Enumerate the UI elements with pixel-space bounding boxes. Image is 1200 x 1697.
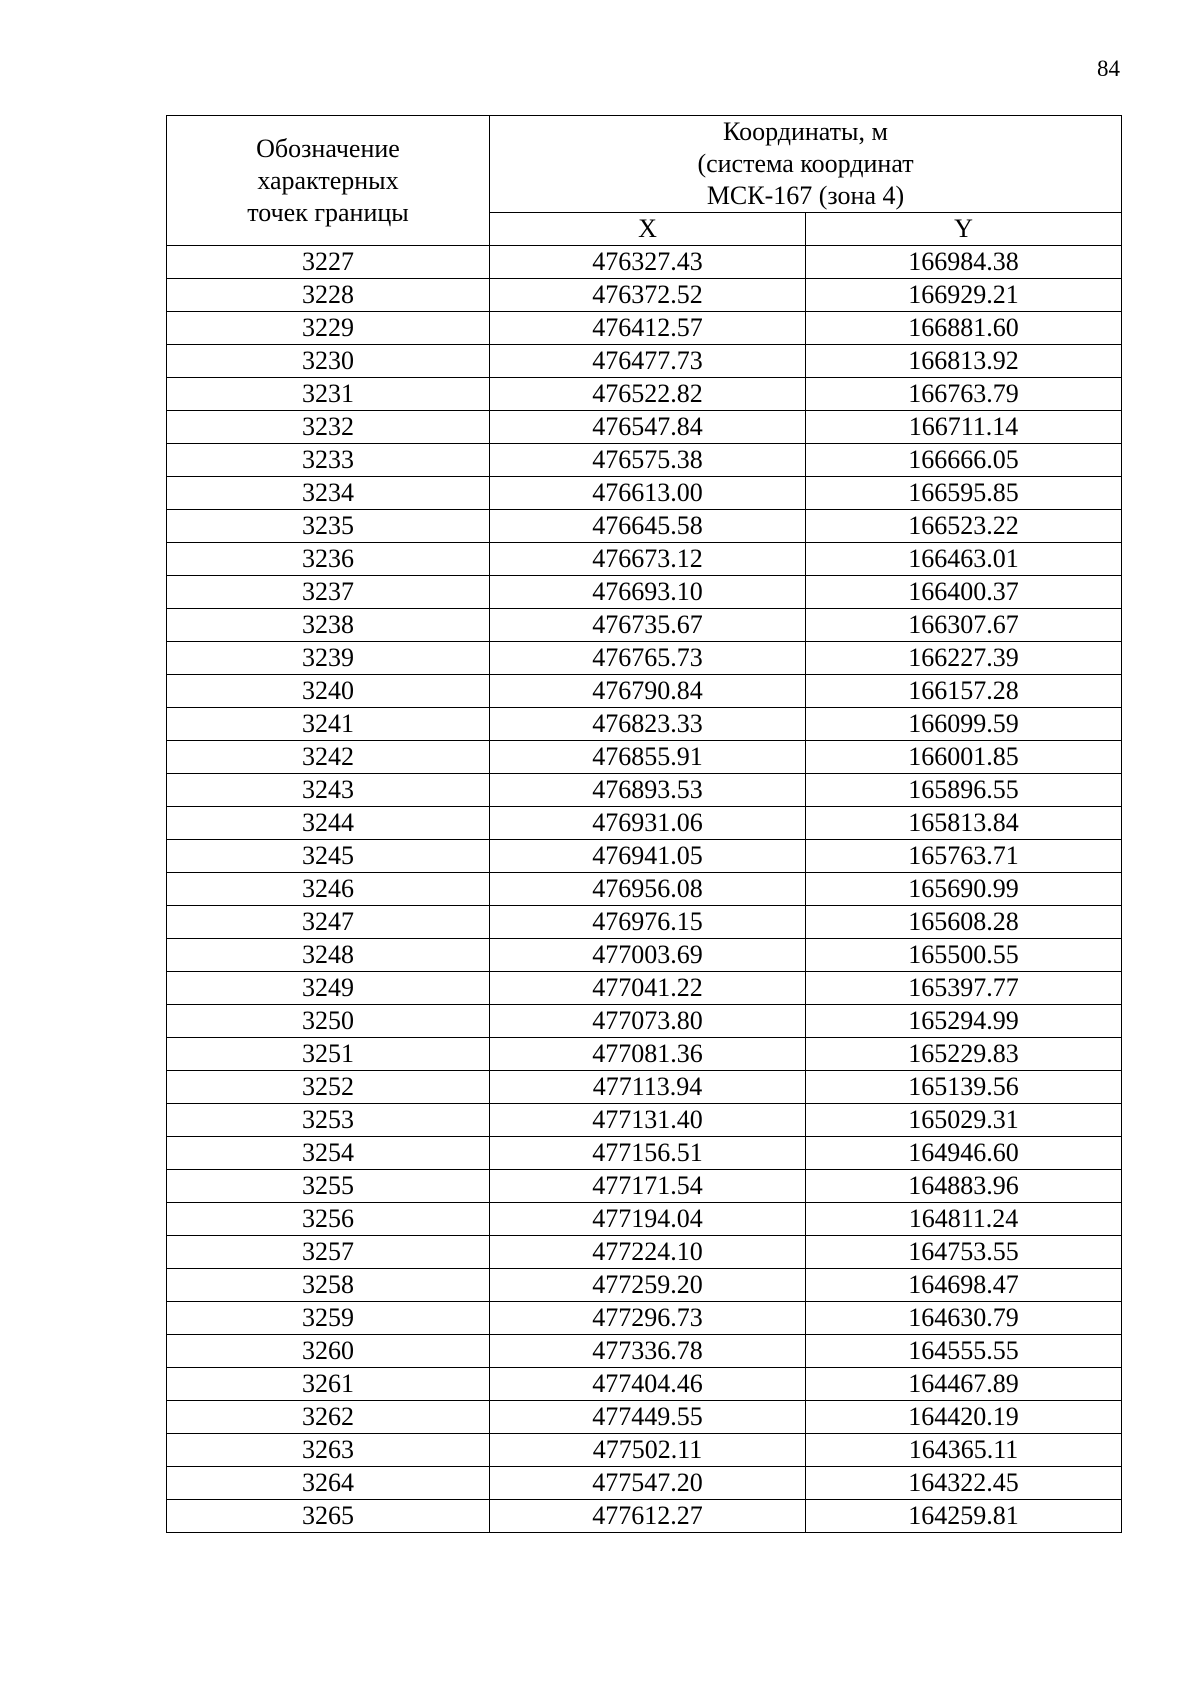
table-row <box>167 774 1122 807</box>
table-row <box>167 609 1122 642</box>
point-cell: 3251 <box>167 1038 490 1071</box>
y-coordinate-cell: 164259.81 <box>806 1500 1122 1533</box>
table-row <box>167 1137 1122 1170</box>
x-coordinate-cell: 477404.46 <box>490 1368 806 1401</box>
point-cell: 3235 <box>167 510 490 543</box>
x-coordinate-cell: 476765.73 <box>490 642 806 675</box>
y-coordinate-cell: 164555.55 <box>806 1335 1122 1368</box>
table-row <box>167 840 1122 873</box>
point-cell: 3243 <box>167 774 490 807</box>
table-row <box>167 246 1122 279</box>
table-row <box>167 642 1122 675</box>
y-coordinate-cell: 165397.77 <box>806 972 1122 1005</box>
y-coordinate-cell: 165690.99 <box>806 873 1122 906</box>
x-coordinate-cell: 476522.82 <box>490 378 806 411</box>
y-coordinate-cell: 166227.39 <box>806 642 1122 675</box>
point-cell: 3240 <box>167 675 490 708</box>
header-point-line-3: точек границы <box>247 197 409 227</box>
y-coordinate-cell: 166307.67 <box>806 609 1122 642</box>
header-x: X <box>490 213 806 246</box>
point-cell: 3246 <box>167 873 490 906</box>
page-number: 84 <box>1097 56 1120 81</box>
y-coordinate-cell: 165139.56 <box>806 1071 1122 1104</box>
x-coordinate-cell: 476547.84 <box>490 411 806 444</box>
point-cell: 3258 <box>167 1269 490 1302</box>
point-cell: 3259 <box>167 1302 490 1335</box>
x-coordinate-cell: 477041.22 <box>490 972 806 1005</box>
point-cell: 3264 <box>167 1467 490 1500</box>
table-row <box>167 1467 1122 1500</box>
point-cell: 3250 <box>167 1005 490 1038</box>
x-coordinate-cell: 476941.05 <box>490 840 806 873</box>
y-coordinate-cell: 166099.59 <box>806 708 1122 741</box>
header-point-line-2: характерных <box>257 165 399 195</box>
point-cell: 3249 <box>167 972 490 1005</box>
point-cell: 3227 <box>167 246 490 279</box>
y-coordinate-cell: 165608.28 <box>806 906 1122 939</box>
table-row <box>167 1236 1122 1269</box>
y-coordinate-cell: 165813.84 <box>806 807 1122 840</box>
y-coordinate-cell: 166001.85 <box>806 741 1122 774</box>
y-coordinate-cell: 166929.21 <box>806 279 1122 312</box>
boundary-points-table <box>166 115 1122 1533</box>
y-coordinate-cell: 166523.22 <box>806 510 1122 543</box>
table-body <box>167 246 1122 1533</box>
x-coordinate-cell: 477156.51 <box>490 1137 806 1170</box>
table-row <box>167 1335 1122 1368</box>
x-coordinate-cell: 477131.40 <box>490 1104 806 1137</box>
table-row <box>167 345 1122 378</box>
y-coordinate-cell: 166763.79 <box>806 378 1122 411</box>
table-row <box>167 1302 1122 1335</box>
point-cell: 3242 <box>167 741 490 774</box>
header-coordinates <box>490 116 1122 213</box>
header-coords-line-3: МСК-167 (зона 4) <box>706 181 905 210</box>
x-coordinate-cell: 477259.20 <box>490 1269 806 1302</box>
table-row <box>167 279 1122 312</box>
y-coordinate-cell: 164365.11 <box>806 1434 1122 1467</box>
y-coordinate-cell: 164883.96 <box>806 1170 1122 1203</box>
table-header <box>167 116 1122 246</box>
point-cell: 3260 <box>167 1335 490 1368</box>
table-row <box>167 708 1122 741</box>
point-cell: 3239 <box>167 642 490 675</box>
y-coordinate-cell: 165896.55 <box>806 774 1122 807</box>
table-row <box>167 1071 1122 1104</box>
y-coordinate-cell: 165763.71 <box>806 840 1122 873</box>
table-row <box>167 1104 1122 1137</box>
header-point-designation <box>167 116 490 246</box>
y-coordinate-cell: 166400.37 <box>806 576 1122 609</box>
point-cell: 3254 <box>167 1137 490 1170</box>
point-cell: 3232 <box>167 411 490 444</box>
x-coordinate-cell: 477081.36 <box>490 1038 806 1071</box>
x-coordinate-cell: 476931.06 <box>490 807 806 840</box>
point-cell: 3234 <box>167 477 490 510</box>
table-row <box>167 1170 1122 1203</box>
y-coordinate-cell: 165500.55 <box>806 939 1122 972</box>
point-cell: 3247 <box>167 906 490 939</box>
x-coordinate-cell: 477612.27 <box>490 1500 806 1533</box>
point-cell: 3228 <box>167 279 490 312</box>
table-row <box>167 675 1122 708</box>
x-coordinate-cell: 476372.52 <box>490 279 806 312</box>
table-row <box>167 939 1122 972</box>
x-coordinate-cell: 477194.04 <box>490 1203 806 1236</box>
table-row <box>167 906 1122 939</box>
y-coordinate-cell: 164630.79 <box>806 1302 1122 1335</box>
y-coordinate-cell: 164467.89 <box>806 1368 1122 1401</box>
point-cell: 3248 <box>167 939 490 972</box>
x-coordinate-cell: 477073.80 <box>490 1005 806 1038</box>
x-coordinate-cell: 477003.69 <box>490 939 806 972</box>
x-coordinate-cell: 476823.33 <box>490 708 806 741</box>
point-cell: 3241 <box>167 708 490 741</box>
table-row <box>167 1005 1122 1038</box>
table-row <box>167 741 1122 774</box>
table-row <box>167 873 1122 906</box>
x-coordinate-cell: 477296.73 <box>490 1302 806 1335</box>
x-coordinate-cell: 476412.57 <box>490 312 806 345</box>
point-cell: 3244 <box>167 807 490 840</box>
y-coordinate-cell: 165029.31 <box>806 1104 1122 1137</box>
point-cell: 3230 <box>167 345 490 378</box>
x-coordinate-cell: 476790.84 <box>490 675 806 708</box>
x-coordinate-cell: 477547.20 <box>490 1467 806 1500</box>
x-coordinate-cell: 477449.55 <box>490 1401 806 1434</box>
x-coordinate-cell: 476613.00 <box>490 477 806 510</box>
point-cell: 3253 <box>167 1104 490 1137</box>
point-cell: 3257 <box>167 1236 490 1269</box>
y-coordinate-cell: 164420.19 <box>806 1401 1122 1434</box>
x-coordinate-cell: 477171.54 <box>490 1170 806 1203</box>
table-row <box>167 1269 1122 1302</box>
y-coordinate-cell: 166666.05 <box>806 444 1122 477</box>
x-coordinate-cell: 476673.12 <box>490 543 806 576</box>
y-coordinate-cell: 166711.14 <box>806 411 1122 444</box>
y-coordinate-cell: 166595.85 <box>806 477 1122 510</box>
x-coordinate-cell: 476893.53 <box>490 774 806 807</box>
y-coordinate-cell: 165294.99 <box>806 1005 1122 1038</box>
x-coordinate-cell: 476327.43 <box>490 246 806 279</box>
table-row <box>167 1500 1122 1533</box>
header-point-line-1: Обозначение <box>256 133 400 163</box>
y-coordinate-cell: 166463.01 <box>806 543 1122 576</box>
point-cell: 3261 <box>167 1368 490 1401</box>
table-row <box>167 312 1122 345</box>
y-coordinate-cell: 165229.83 <box>806 1038 1122 1071</box>
x-coordinate-cell: 477336.78 <box>490 1335 806 1368</box>
header-y: Y <box>806 213 1122 246</box>
x-coordinate-cell: 476575.38 <box>490 444 806 477</box>
table-row <box>167 807 1122 840</box>
point-cell: 3262 <box>167 1401 490 1434</box>
x-coordinate-cell: 477502.11 <box>490 1434 806 1467</box>
point-cell: 3252 <box>167 1071 490 1104</box>
y-coordinate-cell: 164322.45 <box>806 1467 1122 1500</box>
table-row <box>167 378 1122 411</box>
point-cell: 3255 <box>167 1170 490 1203</box>
y-coordinate-cell: 164753.55 <box>806 1236 1122 1269</box>
x-coordinate-cell: 477224.10 <box>490 1236 806 1269</box>
x-coordinate-cell: 476645.58 <box>490 510 806 543</box>
y-coordinate-cell: 164946.60 <box>806 1137 1122 1170</box>
point-cell: 3233 <box>167 444 490 477</box>
table-row <box>167 444 1122 477</box>
point-cell: 3229 <box>167 312 490 345</box>
header-coords-line-2: (система координат <box>697 149 914 178</box>
table-row <box>167 510 1122 543</box>
table-row <box>167 1203 1122 1236</box>
point-cell: 3238 <box>167 609 490 642</box>
y-coordinate-cell: 164811.24 <box>806 1203 1122 1236</box>
x-coordinate-cell: 476855.91 <box>490 741 806 774</box>
point-cell: 3245 <box>167 840 490 873</box>
table-row <box>167 576 1122 609</box>
table-row <box>167 1368 1122 1401</box>
table-row <box>167 1401 1122 1434</box>
y-coordinate-cell: 166881.60 <box>806 312 1122 345</box>
table-row <box>167 477 1122 510</box>
table-row <box>167 543 1122 576</box>
header-coords-line-1: Координаты, м <box>723 117 888 146</box>
x-coordinate-cell: 476693.10 <box>490 576 806 609</box>
x-coordinate-cell: 476735.67 <box>490 609 806 642</box>
point-cell: 3237 <box>167 576 490 609</box>
point-cell: 3263 <box>167 1434 490 1467</box>
y-coordinate-cell: 166813.92 <box>806 345 1122 378</box>
table-row <box>167 1434 1122 1467</box>
point-cell: 3236 <box>167 543 490 576</box>
x-coordinate-cell: 477113.94 <box>490 1071 806 1104</box>
point-cell: 3256 <box>167 1203 490 1236</box>
table-row <box>167 1038 1122 1071</box>
x-coordinate-cell: 476976.15 <box>490 906 806 939</box>
table-row <box>167 411 1122 444</box>
y-coordinate-cell: 164698.47 <box>806 1269 1122 1302</box>
header-row-main <box>167 116 1122 213</box>
x-coordinate-cell: 476477.73 <box>490 345 806 378</box>
x-coordinate-cell: 476956.08 <box>490 873 806 906</box>
y-coordinate-cell: 166984.38 <box>806 246 1122 279</box>
table-row <box>167 972 1122 1005</box>
point-cell: 3265 <box>167 1500 490 1533</box>
point-cell: 3231 <box>167 378 490 411</box>
y-coordinate-cell: 166157.28 <box>806 675 1122 708</box>
